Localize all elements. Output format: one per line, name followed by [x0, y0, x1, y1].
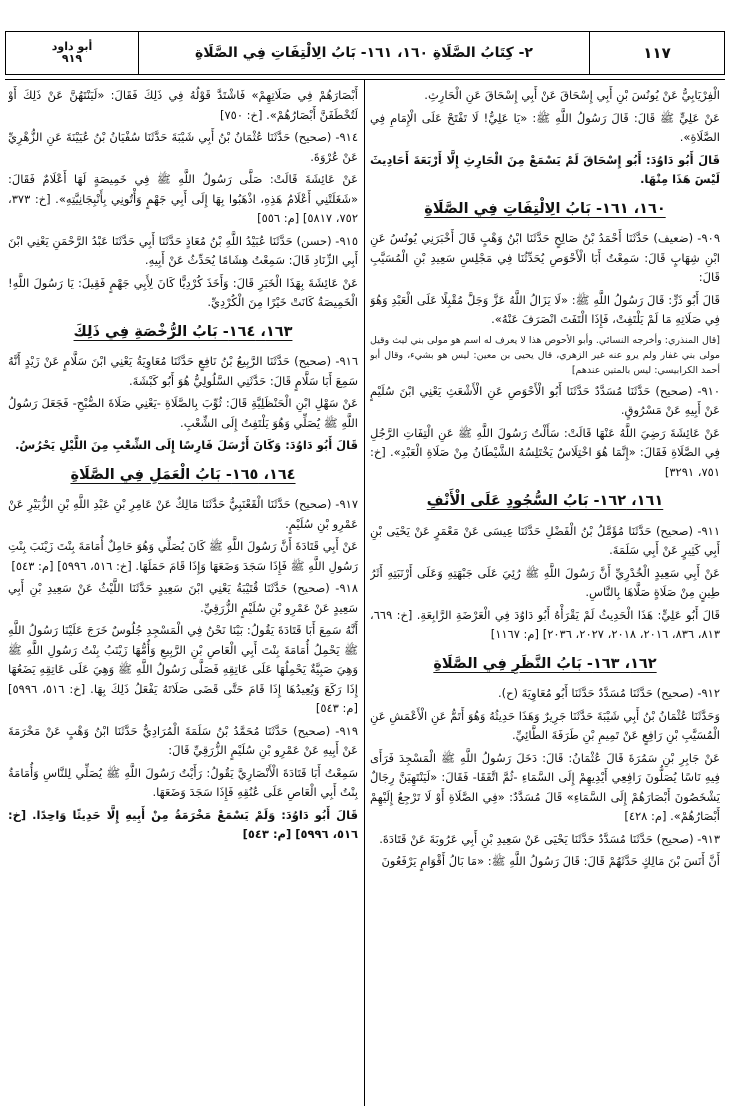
footnote: [قال المنذري: وأخرجه النسائي. وأبو الأحوص هذا لا يعرف له اسم هو مولى بني ليث وقيل مولى بني غفار ولم يرو عنه غير الزهري، قال يحيى بن معين: ليس هو بشيء، وقال أبو أحمد الكرابيسي: ليس بالمتين عندهم]: [370, 334, 720, 376]
abu-dawud-remark: قَالَ أَبُو دَاوُدَ: وَكَانَ أَرْسَلَ فَارِسًا إِلَى الشِّعْبِ مِنَ اللَّيْلِ يَحْرُسُ.: [15, 438, 358, 452]
hadith-paragraph: أَنَّ أَنَسَ بْنَ مَالِكٍ حَدَّثَهُمْ قَالَ: قَالَ رَسُولُ اللَّهِ ﷺ: «مَا بَالُ أَقْوَامٍ يَرْفَعُونَ: [381, 854, 720, 868]
hadith-paragraph: ٩١٠- (صحيح) حَدَّثَنَا مُسَدَّدٌ حَدَّثَنَا أَبُو الْأَحْوَصِ عَنِ الْأَشْعَثِ يَعْنِي ابْنَ سُلَيْمٍ عَنْ أَبِيهِ عَنْ مَسْرُوقٍ.: [370, 383, 720, 417]
chapter-heading: ١٦٣، ١٦٤- بَابُ الرُّخْصَةِ فِي ذَلِكَ: [73, 323, 293, 340]
hadith-paragraph: ٩١٢- (صحيح) حَدَّثَنَا مُسَدَّدٌ حَدَّثَنَا أَبُو مُعَاوِيَةَ (ح).: [497, 686, 720, 700]
hadith-paragraph: ٩١٨- (صحيح) حَدَّثَنَا قُتَيْبَةُ يَعْنِي ابْنَ سَعِيدٍ حَدَّثَنَا اللَّيْثُ عَنْ سَعِيدِ بْنِ أَبِي سَعِيدٍ عَنْ عَمْرِو بْنِ سُلَيْمٍ الزُّرَقِيِّ.: [8, 581, 358, 615]
right-column: [370, 86, 720, 1106]
abu-dawud-remark: قَالَ أَبُو دَاوُدَ: أَبُو إِسْحَاقَ لَمْ يَسْمَعْ مِنَ الْحَارِثِ إِلَّا أَرْبَعَةَ أَحَادِيثَ لَيْسَ هَذَا مِنْهَا.: [370, 152, 720, 186]
header-source-box: [6, 32, 139, 74]
chapter-heading: ١٦٤، ١٦٥- بَابُ الْعَمَلِ فِي الصَّلَاةِ: [70, 466, 296, 483]
hadith-paragraph: عَنْ أَبِي سَعِيدٍ الْخُدْرِيِّ أَنَّ رَسُولَ اللَّهِ ﷺ رُئِيَ عَلَى جَبْهَتِهِ وَعَلَى أَرْنَبَتِهِ أَثَرُ طِينٍ مِنْ صَلَاةٍ صَلَّاهَا بِالنَّاسِ.: [370, 565, 720, 599]
hadith-paragraph: عَنْ عَلِيٍّ ﷺ قَالَ: قَالَ رَسُولُ اللَّهِ ﷺ: «يَا عَلِيُّ! لَا تَفْتَحْ عَلَى الْإِمَامِ فِي الصَّلَاةِ».: [370, 110, 720, 144]
hadith-paragraph: ٩١٧- (صحيح) حَدَّثَنَا الْقَعْنَبِيُّ حَدَّثَنَا مَالِكٌ عَنْ عَامِرِ بْنِ عَبْدِ اللَّهِ بْنِ الزُّبَيْرِ عَنْ عَمْرِو بْنِ سُلَيْمٍ.: [8, 497, 358, 531]
chapter-heading: ١٦٠، ١٦١- بَابُ الِالْتِفَاتِ فِي الصَّلَاةِ: [424, 200, 666, 217]
hadith-paragraph: عَنْ عَائِشَةَ قَالَتْ: صَلَّى رَسُولُ اللَّهِ ﷺ فِي خَمِيصَةٍ لَهَا أَعْلَامٌ فَقَالَ: «شَغَلَتْنِي أَعْلَامُ هَذِهِ، اذْهَبُوا بِهَا إِلَى أَبِي جَهْمٍ وَأْتُونِي بِأَنْبِجَانِيَّتِهِ». [خ: ٣٧٣، ٧٥٢، ٥٨١٧] [م: ٥٥٦]: [8, 172, 358, 225]
header-source-number: ٩١٩: [61, 52, 83, 65]
hadith-paragraph: سَمِعْتُ أَبَا قَتَادَةَ الْأَنْصَارِيَّ يَقُولُ: رَأَيْتُ رَسُولَ اللَّهِ ﷺ يُصَلِّي لِلنَّاسِ وَأُمَامَةُ بِنْتُ أَبِي الْعَاصِ عَلَى عُنُقِهِ فَإِذَا سَجَدَ وَضَعَهَا.: [8, 765, 358, 799]
hadith-paragraph: ٩١٤- (صحيح) حَدَّثَنَا عُثْمَانُ بْنُ أَبِي شَيْبَةَ حَدَّثَنَا سُفْيَانُ بْنُ عُيَيْنَةَ عَنِ الزُّهْرِيِّ عَنْ عُرْوَةَ.: [8, 130, 358, 164]
left-column: [8, 86, 358, 1106]
column-divider: [364, 80, 365, 1106]
hadith-paragraph: عَنْ سَهْلِ ابْنِ الْحَنْظَلِيَّةِ قَالَ: ثُوِّبَ بِالصَّلَاةِ -يَعْنِي صَلَاةَ الصُّبْحِ- فَجَعَلَ رَسُولُ اللَّهِ ﷺ يُصَلِّي وَهُوَ يَلْتَفِتُ إِلَى الشِّعْبِ.: [8, 396, 358, 430]
abu-dawud-remark: قَالَ أَبُو دَاوُدَ: وَلَمْ يَسْمَعْ مَخْرَمَةُ مِنْ أَبِيهِ إِلَّا حَدِيثًا وَاحِدًا. [خ: ٥١٦، ٥٩٩٦] [م: ٥٤٣]: [8, 807, 358, 841]
hadith-paragraph: قَالَ أَبُو ذَرٍّ: قَالَ رَسُولُ اللَّهِ ﷺ: «لَا يَزَالُ اللَّهُ عَزَّ وَجَلَّ مُقْبِلًا عَلَى الْعَبْدِ وَهُوَ فِي صَلَاتِهِ مَا لَمْ يَلْتَفِتْ، فَإِذَا الْتَفَتَ انْصَرَفَ عَنْهُ».: [370, 292, 720, 326]
hadith-paragraph: عَنْ جَابِرِ بْنِ سَمُرَةَ قَالَ عُثْمَانُ: قَالَ: دَخَلَ رَسُولُ اللَّهِ ﷺ الْمَسْجِدَ فَرَأَى فِيهِ نَاسًا يُصَلُّونَ رَافِعِي أَيْدِيهِمْ إِلَى السَّمَاءِ -ثُمَّ اتَّفَقَا- فَقَالَ: «لَيَنْتَهِيَنَّ رِجَالٌ يَشْخَصُونَ أَبْصَارَهُمْ إِلَى السَّمَاءِ» قَالَ مُسَدَّدٌ: «فِي الصَّلَاةِ أَوْ لَا تَرْجِعُ إِلَيْهِمْ أَبْصَارُهُمْ». [م: ٤٢٨]: [370, 750, 720, 823]
hadith-paragraph: وَحَدَّثَنَا عُثْمَانُ بْنُ أَبِي شَيْبَةَ حَدَّثَنَا جَرِيرٌ وَهَذَا حَدِيثُهُ وَهُوَ أَتَمُّ عَنِ الْأَعْمَشِ عَنِ الْمُسَيَّبِ بْنِ رَافِعٍ عَنْ تَمِيمِ بْنِ طَرَفَةَ الطَّائِيِّ.: [370, 708, 720, 742]
page-number: ١١٧: [589, 32, 724, 74]
hadith-paragraph: ٩١٥- (حسن) حَدَّثَنَا عُبَيْدُ اللَّهِ بْنُ مُعَاذٍ حَدَّثَنَا أَبِي حَدَّثَنَا عَبْدُ الرَّحْمَنِ يَعْنِي ابْنَ أَبِي الزِّنَادِ قَالَ: سَمِعْتُ هِشَامًا يُحَدِّثُ عَنْ أَبِيهِ.: [8, 233, 358, 267]
hadith-paragraph: الْفِرْيَابِيُّ عَنْ يُونُسَ بْنِ أَبِي إِسْحَاقَ عَنْ أَبِي إِسْحَاقَ عَنِ الْحَارِثِ.: [424, 88, 720, 102]
header-source-label: أبو داود: [51, 40, 93, 53]
running-header: [5, 31, 725, 75]
hadith-paragraph: ٩٠٩- (ضعيف) حَدَّثَنَا أَحْمَدُ بْنُ صَالِحٍ حَدَّثَنَا ابْنُ وَهْبٍ قَالَ أَخْبَرَنِي يُونُسُ عَنِ ابْنِ شِهَابٍ قَالَ: سَمِعْتُ أَبَا الْأَحْوَصِ يُحَدِّثُنَا فِي مَجْلِسِ سَعِيدِ بْنِ الْمُسَيَّبِ قَالَ:: [370, 231, 720, 284]
hadith-paragraph: ٩١١- (صحيح) حَدَّثَنَا مُؤَمَّلُ بْنُ الْفَضْلِ حَدَّثَنَا عِيسَى عَنْ مَعْمَرٍ عَنْ يَحْيَى بْنِ أَبِي كَثِيرٍ عَنْ أَبِي سَلَمَةَ.: [370, 523, 720, 557]
hadith-paragraph: أَبْصَارَهُمْ فِي صَلَاتِهِمْ» فَاشْتَدَّ قَوْلُهُ فِي ذَلِكَ فَقَالَ: «لَيَنْتَهُنَّ عَنْ ذَلِكَ أَوْ لَتُخْطَفَنَّ أَبْصَارُهُمْ». [خ: ٧٥٠]: [8, 88, 358, 122]
hadith-paragraph: قَالَ أَبُو عَلِيٍّ: هَذَا الْحَدِيثُ لَمْ يَقْرَأْهُ أَبُو دَاوُدَ فِي الْعَرْضَةِ الرَّابِعَةِ. [خ: ٦٦٩، ٨١٣، ٨٣٦، ٢٠١٦، ٢٠١٨، ٢٠٢٧، ٢٠٣٦] [م: ١١٦٧]: [370, 607, 720, 641]
hadith-paragraph: ٩١٩- (صحيح) حَدَّثَنَا مُحَمَّدُ بْنُ سَلَمَةَ الْمُرَادِيُّ حَدَّثَنَا ابْنُ وَهْبٍ عَنْ مَخْرَمَةَ عَنْ أَبِيهِ عَنْ عَمْرِو بْنِ سُلَيْمٍ الزُّرَقِيِّ قَالَ:: [8, 723, 358, 757]
chapter-heading: ١٦١، ١٦٢- بَابُ السُّجُودِ عَلَى الْأَنْفِ: [426, 493, 664, 509]
hadith-paragraph: عَنْ أَبِي قَتَادَةَ أَنَّ رَسُولَ اللَّهِ ﷺ كَانَ يُصَلِّي وَهُوَ حَامِلٌ أُمَامَةَ بِنْتَ زَيْنَبَ بِنْتِ رَسُولِ اللَّهِ ﷺ فَإِذَا سَجَدَ وَضَعَهَا وَإِذَا قَامَ حَمَلَهَا. [خ: ٥١٦، ٥٩٩٦] [م: ٥٤٣]: [8, 539, 358, 573]
chapter-heading: ١٦٢، ١٦٣- بَابُ النَّظَرِ فِي الصَّلَاةِ: [433, 655, 657, 672]
hadith-paragraph: عَنْ عَائِشَةَ بِهَذَا الْخَبَرِ قَالَ: وَأَخَذَ كُرْدِيًّا كَانَ لِأَبِي جَهْمٍ فَقِيلَ: يَا رَسُولَ اللَّهِ! الْخَمِيصَةُ كَانَتْ خَيْرًا مِنَ الْكُرْدِيِّ.: [8, 275, 358, 309]
hadith-paragraph: ٩١٣- (صحيح) حَدَّثَنَا مُسَدَّدٌ حَدَّثَنَا يَحْيَى عَنْ سَعِيدِ بْنِ أَبِي عَرُوبَةَ عَنْ قَتَادَةَ.: [379, 831, 720, 846]
hadith-paragraph: أَنَّهُ سَمِعَ أَبَا قَتَادَةَ يَقُولُ: بَيْنَا نَحْنُ فِي الْمَسْجِدِ جُلُوسٌ خَرَجَ عَلَيْنَا رَسُولُ اللَّهِ ﷺ يَحْمِلُ أُمَامَةَ بِنْتَ أَبِي الْعَاصِ بْنِ الرَّبِيعِ وَأُمُّهَا زَيْنَبُ بِنْتُ رَسُولِ اللَّهِ ﷺ وَهِيَ صَبِيَّةٌ يَحْمِلُهَا عَلَى عَاتِقِهِ فَصَلَّى رَسُولُ اللَّهِ ﷺ وَهِيَ عَلَى عَاتِقِهِ يَضَعُهَا إِذَا رَكَعَ وَيُعِيدُهَا إِذَا قَامَ حَتَّى قَضَى صَلَاتَهُ يَفْعَلُ ذَلِكَ بِهَا. [خ: ٥١٦، ٥٩٩٦] [م: ٥٤٣]: [8, 623, 358, 715]
hadith-paragraph: ٩١٦- (صحيح) حَدَّثَنَا الرَّبِيعُ بْنُ نَافِعٍ حَدَّثَنَا مُعَاوِيَةُ يَعْنِي ابْنَ سَلَّامٍ عَنْ زَيْدٍ أَنَّهُ سَمِعَ أَبَا سَلَّامٍ قَالَ: حَدَّثَنِي السَّلُولِيُّ هُوَ أَبُو كَبْشَةَ.: [8, 354, 358, 388]
hadith-paragraph: عَنْ عَائِشَةَ رَضِيَ اللَّهُ عَنْهَا قَالَتْ: سَأَلْتُ رَسُولَ اللَّهِ ﷺ عَنِ الْتِفَاتِ الرَّجُلِ فِي الصَّلَاةِ فَقَالَ: «إِنَّمَا هُوَ اخْتِلَاسٌ يَخْتَلِسُهُ الشَّيْطَانُ مِنْ صَلَاةِ الْعَبْدِ». [خ: ٧٥١، ٣٢٩١]: [370, 425, 720, 479]
header-rule: [5, 79, 725, 80]
header-title: ٢- كِتَابُ الصَّلَاةِ ١٦٠، ١٦١- بَابُ الِالْتِفَاتِ فِي الصَّلَاةِ: [195, 45, 533, 61]
